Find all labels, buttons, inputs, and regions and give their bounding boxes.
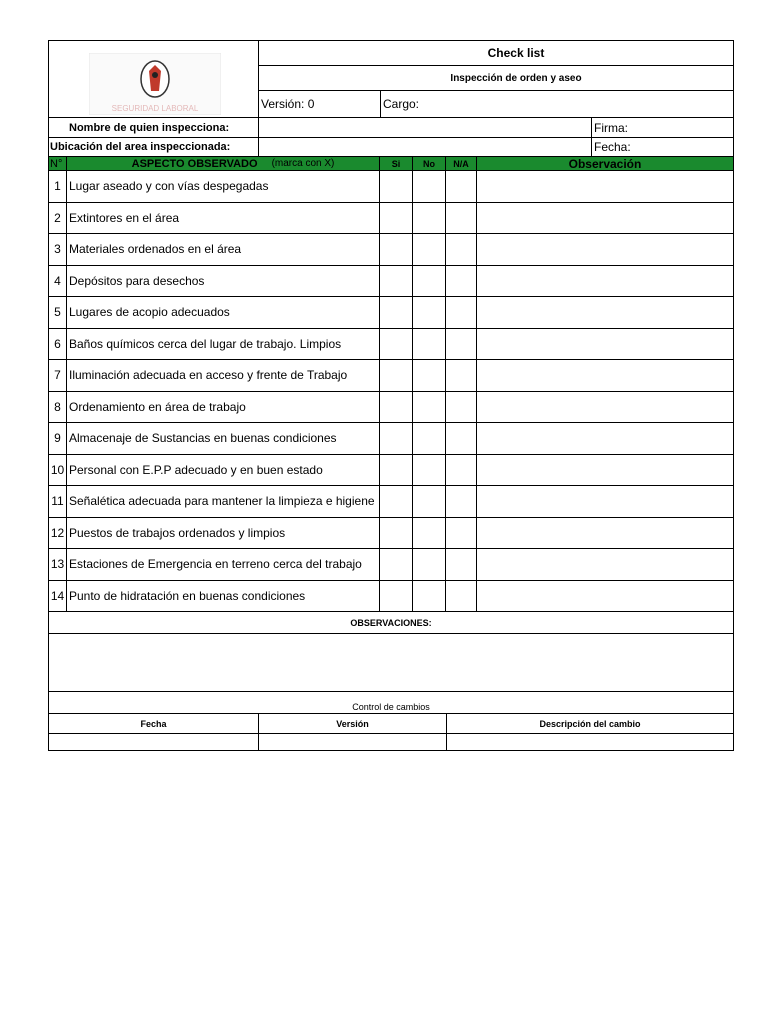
- changes-desc-input[interactable]: [447, 734, 733, 750]
- observation-input[interactable]: [477, 329, 733, 360]
- checklist-row: [49, 297, 733, 329]
- col-observation-header: Observación: [568, 157, 642, 170]
- checklist-row: [49, 203, 733, 235]
- checkbox-si[interactable]: [380, 266, 413, 297]
- item-aspect: Estaciones de Emergencia en terreno cerca del trabajo: [67, 549, 380, 580]
- checkbox-na[interactable]: [446, 266, 477, 297]
- checkbox-na[interactable]: [446, 423, 477, 454]
- checkbox-si[interactable]: [380, 518, 413, 549]
- observation-input[interactable]: [477, 549, 733, 580]
- item-number: 13: [49, 549, 67, 580]
- changes-title: Control de cambios: [352, 702, 430, 712]
- changes-version-input[interactable]: [259, 734, 447, 750]
- inspector-input[interactable]: [259, 118, 592, 137]
- item-number: 3: [49, 234, 67, 265]
- checkbox-no[interactable]: [413, 297, 446, 328]
- item-aspect: Depósitos para desechos: [67, 266, 380, 297]
- checkbox-si[interactable]: [380, 392, 413, 423]
- checkbox-si[interactable]: [380, 329, 413, 360]
- version-label: Versión: 0: [259, 91, 381, 117]
- checkbox-no[interactable]: [413, 549, 446, 580]
- item-number: 7: [49, 360, 67, 391]
- changes-entry-row: [49, 734, 733, 750]
- inspector-row: [49, 118, 733, 138]
- company-logo: [89, 53, 221, 115]
- item-aspect: Extintores en el área: [67, 203, 380, 234]
- col-na-header: N/A: [446, 157, 477, 170]
- checkbox-na[interactable]: [446, 360, 477, 391]
- observations-textarea[interactable]: [49, 634, 733, 692]
- fecha-field[interactable]: Fecha:: [594, 140, 631, 154]
- items-table-header: [49, 157, 733, 171]
- item-aspect: Punto de hidratación en buenas condiciones: [67, 581, 380, 612]
- checklist-row: [49, 549, 733, 581]
- observation-input[interactable]: [477, 518, 733, 549]
- item-number: 6: [49, 329, 67, 360]
- observation-input[interactable]: [477, 455, 733, 486]
- checklist-row: [49, 486, 733, 518]
- checkbox-no[interactable]: [413, 234, 446, 265]
- col-no-header: No: [413, 157, 446, 170]
- checkbox-no[interactable]: [413, 392, 446, 423]
- changes-title-row: [49, 692, 733, 714]
- checkbox-na[interactable]: [446, 234, 477, 265]
- aspect-header-hint: (marca con X): [271, 158, 335, 169]
- item-aspect: Lugares de acopio adecuados: [67, 297, 380, 328]
- checklist-row: [49, 518, 733, 550]
- changes-header-row: [49, 714, 733, 734]
- svg-text:SEGURIDAD LABORAL: SEGURIDAD LABORAL: [111, 104, 199, 113]
- item-number: 14: [49, 581, 67, 612]
- page-title: Check list: [259, 41, 733, 66]
- item-number: 12: [49, 518, 67, 549]
- checkbox-no[interactable]: [413, 171, 446, 202]
- logo-cell: [49, 41, 259, 117]
- checkbox-na[interactable]: [446, 392, 477, 423]
- item-aspect: Ordenamiento en área de trabajo: [67, 392, 380, 423]
- checkbox-si[interactable]: [380, 203, 413, 234]
- checkbox-no[interactable]: [413, 455, 446, 486]
- col-num-header: N°: [49, 157, 67, 170]
- location-label: Ubicación del area inspeccionada:: [49, 138, 259, 156]
- item-number: 4: [49, 266, 67, 297]
- checkbox-si[interactable]: [380, 423, 413, 454]
- item-aspect: Iluminación adecuada en acceso y frente de Trabajo: [67, 360, 380, 391]
- item-aspect: Materiales ordenados en el área: [67, 234, 380, 265]
- checklist-row: [49, 423, 733, 455]
- observation-input[interactable]: [477, 203, 733, 234]
- checkbox-na[interactable]: [446, 518, 477, 549]
- checkbox-si[interactable]: [380, 171, 413, 202]
- item-number: 10: [49, 455, 67, 486]
- cargo-field[interactable]: Cargo:: [383, 97, 420, 111]
- checkbox-no[interactable]: [413, 518, 446, 549]
- location-row: [49, 138, 733, 157]
- firma-field[interactable]: Firma:: [594, 120, 628, 135]
- header-right: [259, 41, 733, 117]
- changes-col-desc: Descripción del cambio: [539, 718, 641, 729]
- checklist-row: [49, 455, 733, 487]
- checkbox-no[interactable]: [413, 486, 446, 517]
- checkbox-na[interactable]: [446, 549, 477, 580]
- item-aspect: Puestos de trabajos ordenados y limpios: [67, 518, 380, 549]
- observation-input[interactable]: [477, 234, 733, 265]
- header-block: [49, 41, 733, 118]
- observation-input[interactable]: [477, 392, 733, 423]
- checklist-row: [49, 360, 733, 392]
- checkbox-si[interactable]: [380, 455, 413, 486]
- observation-input[interactable]: [477, 423, 733, 454]
- observations-label: OBSERVACIONES:: [350, 617, 432, 628]
- changes-col-fecha: Fecha: [49, 714, 259, 733]
- checkbox-no[interactable]: [413, 423, 446, 454]
- checklist-row: [49, 266, 733, 298]
- item-aspect: Personal con E.P.P adecuado y en buen estado: [67, 455, 380, 486]
- item-aspect: Señalética adecuada para mantener la limpieza e higiene: [67, 486, 380, 517]
- aspect-header-label: ASPECTO OBSERVADO: [131, 157, 258, 170]
- item-aspect: Baños químicos cerca del lugar de trabajo. Limpios: [67, 329, 380, 360]
- changes-fecha-input[interactable]: [49, 734, 259, 750]
- checkbox-no[interactable]: [413, 360, 446, 391]
- col-aspect-header: [67, 157, 380, 170]
- item-number: 8: [49, 392, 67, 423]
- observation-input[interactable]: [477, 581, 733, 612]
- observation-input[interactable]: [477, 266, 733, 297]
- observation-input[interactable]: [477, 297, 733, 328]
- checkbox-na[interactable]: [446, 203, 477, 234]
- item-number: 11: [49, 486, 67, 517]
- checkbox-si[interactable]: [380, 581, 413, 612]
- checkbox-na[interactable]: [446, 455, 477, 486]
- item-number: 2: [49, 203, 67, 234]
- changes-col-version: Versión: [259, 714, 447, 733]
- inspector-label: Nombre de quien inspecciona:: [49, 118, 259, 137]
- items-table-body: [49, 171, 733, 612]
- item-number: 9: [49, 423, 67, 454]
- observations-header-row: [49, 612, 733, 634]
- checklist-row: [49, 329, 733, 361]
- item-aspect: Almacenaje de Sustancias en buenas condiciones: [67, 423, 380, 454]
- observation-input[interactable]: [477, 171, 733, 202]
- checkbox-no[interactable]: [413, 329, 446, 360]
- checkbox-na[interactable]: [446, 171, 477, 202]
- checkbox-na[interactable]: [446, 581, 477, 612]
- item-number: 5: [49, 297, 67, 328]
- checklist-row: [49, 581, 733, 613]
- item-number: 1: [49, 171, 67, 202]
- checkbox-no[interactable]: [413, 203, 446, 234]
- checklist-row: [49, 171, 733, 203]
- checkbox-si[interactable]: [380, 360, 413, 391]
- checkbox-si[interactable]: [380, 549, 413, 580]
- checkbox-si[interactable]: [380, 486, 413, 517]
- checkbox-no[interactable]: [413, 581, 446, 612]
- checklist-sheet: [48, 40, 734, 751]
- checkbox-na[interactable]: [446, 297, 477, 328]
- checklist-row: [49, 234, 733, 266]
- checkbox-na[interactable]: [446, 329, 477, 360]
- col-si-header: Si: [380, 157, 413, 170]
- location-input[interactable]: [259, 138, 592, 156]
- checkbox-no[interactable]: [413, 266, 446, 297]
- checkbox-si[interactable]: [380, 234, 413, 265]
- checklist-row: [49, 392, 733, 424]
- checkbox-na[interactable]: [446, 486, 477, 517]
- checkbox-si[interactable]: [380, 297, 413, 328]
- observation-input[interactable]: [477, 360, 733, 391]
- page-subtitle: Inspección de orden y aseo: [259, 66, 733, 91]
- item-aspect: Lugar aseado y con vías despegadas: [67, 171, 380, 202]
- observation-input[interactable]: [477, 486, 733, 517]
